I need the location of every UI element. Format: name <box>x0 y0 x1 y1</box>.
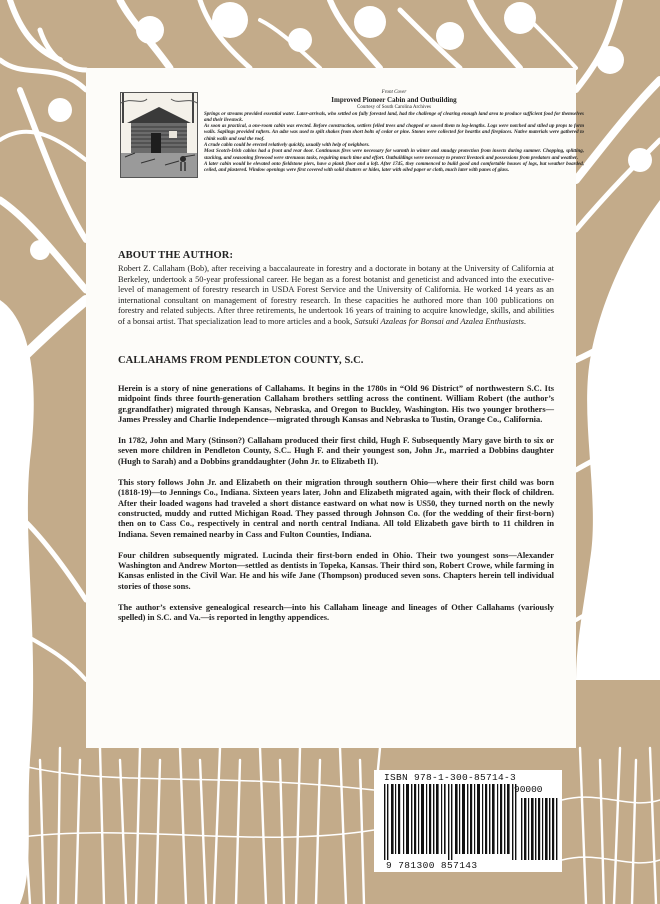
section-heading: CALLAHAMS FROM PENDLETON COUNTY, S.C. <box>118 355 364 366</box>
isbn-number: ISBN 978-1-300-85714-3 <box>384 772 517 783</box>
body-paragraph: This story follows John Jr. and Elizabeth on their migration through southern Ohio—where their first child was born (1818-19)—to Jennings Co., Indiana. Sixteen years later, John and Elizabeth migrated again, with their flock of children. After their loaded wagons had traveled a short distance eastward on what now is US50, they turned north on the newly constructed, muddy and rutted Michigan Road. They passed through Johnson Co. (for the wedding of their first-born) then on to Cass Co., respectively in central and north central Indiana. All told Elizabeth gave birth to 11 children in Indiana. Seven remained nearby in Cass and Fulton Counties, Indiana. <box>118 478 554 539</box>
about-author-text <box>118 264 554 327</box>
barcode-digits: 9 781300 857143 <box>386 860 478 871</box>
about-text-before: Robert Z. Callaham (Bob), after receiving a baccalaureate in forestry and a doctorate in botany at the University of California at Berkeley, undertook a 50-year professional career. He began as a forest botanist and geneticist and advanced into the executive-level of management of forestry research in USDA Forest Service and the University of California. He worked 14 years as an international consultant on management of forestry research. In these capacities he authored more than 100 publications on forestry and related subjects. After three retirements, he undertook 16 years of training to acquire knowledge, skills, and abilities of a bonsai artist. That specialization lead to more articles and a book, <box>118 264 554 326</box>
body-paragraph: Herein is a story of nine generations of Callahams. It begins in the 1780s in “Old 96 District” of northwestern S.C. Its midpoint finds three fourth-generation Callaham brothers settling across the continent. William Robert (the author’s gr.grandfather) migrated through Kansas, Nebraska, and Oregon to Buckley, Washington. His two younger brothers—James Pressley and Charlie Independence—migrated through Kansas and Nebraska to Tustin, Orange Co., California. <box>118 384 554 424</box>
isbn-barcode <box>374 770 562 872</box>
body-paragraph: The author’s extensive genealogical research—into his Callaham lineage and lineages of Other Callahams (variously spelled) in S.C. and Va.—is reported in lengthy appendices. <box>118 603 554 623</box>
caption-paragraph: A crude cabin could be erected relatively quickly, usually with help of neighbors. <box>204 143 370 149</box>
caption-paragraph: Most Scotch-Irish cabins had a front and rear door. Continuous fires were necessary for warmth in winter and smudgy protection from insects during summer. Chopping, splitting, stacking, and seasoning firewood were strenuous tasks, requiring much time and effort. Outbuildings were necessary to protect livestock and possessions from predators and weather. <box>204 149 584 161</box>
price-addon-number: 90000 <box>514 784 543 795</box>
cover-caption <box>204 90 584 175</box>
body-paragraph: In 1782, John and Mary (Stinson?) Callaham produced their first child, Hugh F. Subsequently Mary gave birth to six or seven more children in Pendleton County, S.C.. Hugh F. and their youngest son, John Jr., married a Dobbins daughter (Hugh to Sarah) and a Dobbins granddaughter (John Jr. to Elizabeth II). <box>118 436 554 466</box>
cover-caption-block <box>118 90 584 240</box>
about-author-heading: ABOUT THE AUTHOR: <box>118 250 234 261</box>
text-panel <box>86 68 584 748</box>
pioneer-cabin-engraving <box>120 92 198 178</box>
caption-credit: Courtesy of South Carolina Archives <box>357 105 431 111</box>
caption-label: Front Cover <box>381 90 407 95</box>
book-title: Satsuki Azaleas for Bonsai and Azalea Enthusiasts <box>354 316 524 326</box>
about-text-after: . <box>523 316 526 326</box>
caption-paragraph: Springs or streams provided essential water. Later-arrivals, who settled on fully forested land, had the challenge of clearing enough land area to produce sufficient food for themselves and their livestock. <box>204 111 584 123</box>
ean13-barcode-bars <box>382 784 518 860</box>
caption-paragraph: As soon as practical, a one-room cabin was erected. Before construction, settlers felled trees and chopped or sawed them to log-lengths. Logs were notched and stiled up props to form walls. Saplings provided rafters. An adze was used to split shakes from short bolts of cedar or pine. Stones were collected for hearths and fireplaces. Native materials were gathered to chink walls and seal the roof. <box>204 124 584 142</box>
caption-paragraph: A later cabin would be elevated onto fieldstone piers, have a plank floor and a loft. After 1745, they commenced to build good and comfortable houses of logs, but weather boarded, ceiled, and plastered. Window openings were first covered with solid shutters or hides, later with oiled paper or cloth, much later with panes of glass. <box>204 161 584 174</box>
addon-barcode-bars <box>520 798 560 860</box>
body-paragraph: Four children subsequently migrated. Lucinda their first-born ended in Ohio. Their two youngest sons—Alexander Washington and Andrew Morton—settled as dentists in Topeka, Kansas. Their third son, Robert Crowe, while farming in Kansas enlisted in the Civil War. He and his wife Jane (Thompson) produced seven sons. Chapters herein tell individual stories of those sons. <box>118 550 554 591</box>
caption-title: Improved Pioneer Cabin and Outbuilding <box>331 96 457 105</box>
